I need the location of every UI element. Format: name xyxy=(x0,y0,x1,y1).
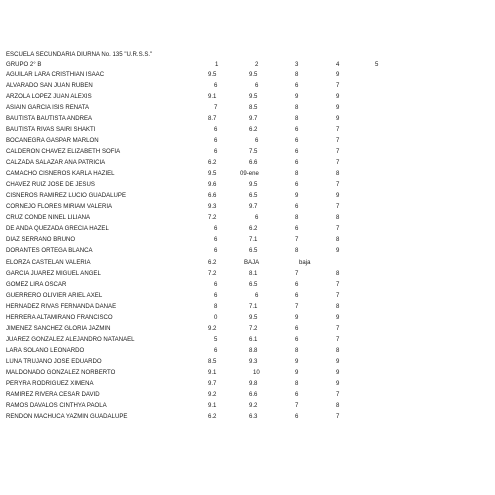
grade-cell: 6 xyxy=(214,126,218,134)
grade-cell: 6 xyxy=(255,214,259,222)
grade-cell: 6 xyxy=(214,82,218,90)
grade-cell: 6 xyxy=(255,82,259,90)
grade-cell: 9.2 xyxy=(208,324,217,332)
grade-cell: 7 xyxy=(336,390,340,398)
student-name: CALDERON CHAVEZ ELIZABETH SOFIA xyxy=(6,148,121,156)
grade-cell: 8 xyxy=(295,115,299,123)
student-name: CISNEROS RAMIREZ LUCIO GUADALUPE xyxy=(6,192,127,200)
grade-cell: 8 xyxy=(214,302,218,310)
student-name: BAUTISTA RIVAS SAIRI SHAKTI xyxy=(6,126,96,134)
grade-cell: 6 xyxy=(214,148,218,156)
student-name: DE ANDA QUEZADA GRECIA HAZEL xyxy=(6,225,109,233)
student-name: HERRERA ALTAMIRANO FRANCISCO xyxy=(6,313,113,321)
grade-cell: 9 xyxy=(295,93,299,101)
grade-cell: 9.3 xyxy=(249,357,258,365)
grade-cell: 9.5 xyxy=(249,71,258,78)
grade-cell: 8 xyxy=(336,302,340,310)
grade-cell: 9.7 xyxy=(208,379,217,387)
student-name: BOCANEGRA GASPAR MARLON xyxy=(6,137,99,145)
grade-cell: 6 xyxy=(295,82,299,90)
grade-cell: 6 xyxy=(295,335,299,343)
grade-cell: 6 xyxy=(295,159,299,167)
grade-cell: 6 xyxy=(214,225,218,233)
grade-cell: 6.6 xyxy=(249,159,258,167)
grade-cell: 9 xyxy=(336,313,340,321)
grade-cell: 9.7 xyxy=(249,203,258,211)
grade-cell: 7 xyxy=(336,82,340,90)
grade-cell: 9 xyxy=(336,104,340,112)
grade-cell: 9.5 xyxy=(208,71,217,78)
grade-cell: 7 xyxy=(295,401,299,409)
grade-cell: 7 xyxy=(336,324,340,332)
grade-cell: 8 xyxy=(336,170,340,178)
school-title: ESCUELA SECUNDARIA DIURNA No. 135 "U.R.S.S." xyxy=(6,51,153,58)
grade-cell: 6 xyxy=(255,291,259,299)
student-name: JUAREZ GONZALEZ ALEJANDRO NATANAEL xyxy=(6,335,135,343)
student-name: ARZOLA LOPEZ JUAN ALEXIS xyxy=(6,93,92,101)
student-name: RENDON MACHUCA YAZMIN GUADALUPE xyxy=(6,412,128,420)
student-name: JIMENEZ SANCHEZ GLORIA JAZMIN xyxy=(6,324,111,332)
grade-cell: 9 xyxy=(336,71,340,78)
grade-cell: 9.1 xyxy=(208,401,217,409)
grade-cell: 8 xyxy=(295,214,299,222)
student-name: ELORZA CASTELAN VALERIA xyxy=(6,258,91,266)
grade-cell: 9.5 xyxy=(249,181,258,189)
grade-cell: 8 xyxy=(295,104,299,112)
column-header: 3 xyxy=(295,61,299,68)
grade-cell: 7 xyxy=(336,203,340,211)
grade-cell: 8.1 xyxy=(249,269,258,277)
student-name: RAMOS DAVALOS CINTHYA PAOLA xyxy=(6,401,107,409)
grade-cell: 6.5 xyxy=(249,192,258,200)
grade-cell: 9.2 xyxy=(249,401,258,409)
grade-cell: 6.3 xyxy=(249,412,258,420)
grade-cell: 6 xyxy=(214,236,218,244)
grade-cell: 9 xyxy=(336,368,340,376)
grade-cell: 7 xyxy=(336,126,340,134)
grade-cell: 6 xyxy=(295,412,299,420)
column-header: 4 xyxy=(336,61,340,68)
grade-cell: 7 xyxy=(295,302,299,310)
grade-cell: 7.2 xyxy=(208,269,217,277)
grade-cell: 7 xyxy=(336,181,340,189)
grade-cell: 6 xyxy=(295,126,299,134)
grade-cell: 8 xyxy=(295,247,299,255)
grade-cell: 6.2 xyxy=(208,412,217,420)
grade-cell: 7 xyxy=(336,335,340,343)
grade-cell: 7.2 xyxy=(249,324,258,332)
grade-cell: 9.5 xyxy=(249,313,258,321)
student-name: DIAZ SERRANO BRUNO xyxy=(6,236,76,244)
grade-cell: 6 xyxy=(295,148,299,156)
grade-cell: 6 xyxy=(214,280,218,288)
grade-cell: 8 xyxy=(336,214,340,222)
grade-cell: 09-ene xyxy=(240,170,259,178)
student-name: DORANTES ORTEGA BLANCA xyxy=(6,247,93,255)
grade-cell: 7 xyxy=(336,137,340,145)
grade-cell: 8 xyxy=(336,346,340,354)
grade-cell: 6 xyxy=(255,137,259,145)
grade-cell: 9 xyxy=(336,115,340,123)
grade-cell: 6 xyxy=(214,247,218,255)
grade-cell: 9 xyxy=(336,357,340,365)
grade-cell: 7.5 xyxy=(249,148,258,156)
grade-cell: 6.1 xyxy=(249,335,258,343)
grade-cell: 6 xyxy=(214,291,218,299)
grade-cell: 7 xyxy=(295,269,299,277)
student-name: GUERRERO OLIVIER ARIEL AXEL xyxy=(6,291,103,299)
grade-cell: 7.2 xyxy=(208,214,217,222)
grade-cell: 7 xyxy=(336,159,340,167)
student-name: ALVARADO SAN JUAN RUBEN xyxy=(6,82,93,90)
grade-cell: 6 xyxy=(295,225,299,233)
grade-cell: 8 xyxy=(336,401,340,409)
student-name: LARA SOLANO LEONARDO xyxy=(6,346,85,354)
column-header: 5 xyxy=(375,61,379,68)
grade-cell: 9 xyxy=(295,313,299,321)
grade-cell: 9 xyxy=(336,379,340,387)
grade-cell: 9.3 xyxy=(208,203,217,211)
grade-cell: 8 xyxy=(336,269,340,277)
grade-cell: 8 xyxy=(295,379,299,387)
grade-cell: 0 xyxy=(214,313,218,321)
student-name: CALZADA SALAZAR ANA PATRICIA xyxy=(6,159,106,167)
student-name: HERNADEZ RIVAS FERNANDA DANAE xyxy=(6,302,117,310)
grade-cell: 9 xyxy=(295,192,299,200)
grade-cell: 8.5 xyxy=(249,104,258,112)
grade-cell: 7 xyxy=(336,148,340,156)
grade-cell: 8 xyxy=(295,71,299,78)
student-name: AGUILAR LARA CRISTHIAN ISAAC xyxy=(6,71,105,78)
grade-cell: 9 xyxy=(336,93,340,101)
group-label: GRUPO 2° B xyxy=(6,61,42,68)
grade-cell: 9.1 xyxy=(208,368,217,376)
student-name: MALDONADO GONZALEZ NORBERTO xyxy=(6,368,116,376)
grade-cell: 7 xyxy=(336,291,340,299)
student-name: ASIAIN GARCIA ISIS RENATA xyxy=(6,104,90,112)
grade-cell: 9.5 xyxy=(208,170,217,178)
grade-cell: 6.2 xyxy=(208,159,217,167)
student-name: RAMIREZ RIVERA CESAR DAVID xyxy=(6,390,100,398)
grade-cell: 7 xyxy=(214,104,218,112)
grade-cell: 7 xyxy=(295,236,299,244)
student-name: LUNA TRUJANO JOSE EDUARDO xyxy=(6,357,102,365)
grade-cell: 9 xyxy=(336,247,340,255)
grade-cell: 5 xyxy=(214,335,218,343)
grade-cell: 9.6 xyxy=(208,181,217,189)
grade-cell: 6.6 xyxy=(208,192,217,200)
grade-cell: 8.8 xyxy=(249,346,258,354)
grade-cell: 9.2 xyxy=(208,390,217,398)
grade-cell: 6.2 xyxy=(249,126,258,134)
grade-cell: 6.5 xyxy=(249,280,258,288)
grade-cell: 8 xyxy=(295,346,299,354)
grade-cell: 6 xyxy=(295,291,299,299)
grade-cell: 6.6 xyxy=(249,390,258,398)
grade-cell: 6 xyxy=(295,324,299,332)
grade-cell: 10 xyxy=(253,368,260,376)
grade-cell: 9 xyxy=(336,192,340,200)
grade-cell: 8 xyxy=(295,170,299,178)
grade-cell: BAJA xyxy=(244,258,260,266)
grade-cell: 8 xyxy=(336,236,340,244)
column-header: 1 xyxy=(215,61,219,68)
grade-cell: 9.1 xyxy=(208,93,217,101)
grade-cell: 6 xyxy=(214,137,218,145)
grade-cell: 9.7 xyxy=(249,115,258,123)
grade-cell: 7 xyxy=(336,225,340,233)
grade-cell: baja xyxy=(299,258,311,266)
grade-cell: 6.2 xyxy=(208,258,217,266)
grade-cell: 6 xyxy=(295,181,299,189)
grade-cell: 6.2 xyxy=(249,225,258,233)
grade-cell: 9 xyxy=(295,368,299,376)
grade-cell: 7 xyxy=(336,412,340,420)
student-name: GOMEZ LIRA OSCAR xyxy=(6,280,67,288)
student-name: CORNEJO FLORES MIRIAM VALERIA xyxy=(6,203,113,211)
grade-cell: 6 xyxy=(295,137,299,145)
grade-cell: 9.8 xyxy=(249,379,258,387)
grade-cell: 6 xyxy=(295,390,299,398)
student-name: CHAVEZ RUIZ JOSE DE JESUS xyxy=(6,181,95,189)
grade-cell: 9.5 xyxy=(249,93,258,101)
grade-cell: 6.5 xyxy=(249,247,258,255)
grade-cell: 7 xyxy=(336,280,340,288)
grade-cell: 8.7 xyxy=(208,115,217,123)
student-name: BAUTISTA BAUTISTA ANDREA xyxy=(6,115,93,123)
grade-cell: 7.1 xyxy=(249,302,258,310)
grade-cell: 7.1 xyxy=(249,236,258,244)
student-name: CAMACHO CISNEROS KARLA HAZIEL xyxy=(6,170,115,178)
student-name: GARCIA JUAREZ MIGUEL ANGEL xyxy=(6,269,101,277)
student-name: CRUZ CONDE NINEL LILIANA xyxy=(6,214,91,222)
student-name: PERYRA RODRIGUEZ XIMENA xyxy=(6,379,94,387)
grade-cell: 8.5 xyxy=(208,357,217,365)
grade-cell: 9 xyxy=(295,357,299,365)
column-header: 2 xyxy=(255,61,259,68)
grade-cell: 6 xyxy=(214,346,218,354)
grade-cell: 6 xyxy=(295,280,299,288)
grade-cell: 6 xyxy=(295,203,299,211)
